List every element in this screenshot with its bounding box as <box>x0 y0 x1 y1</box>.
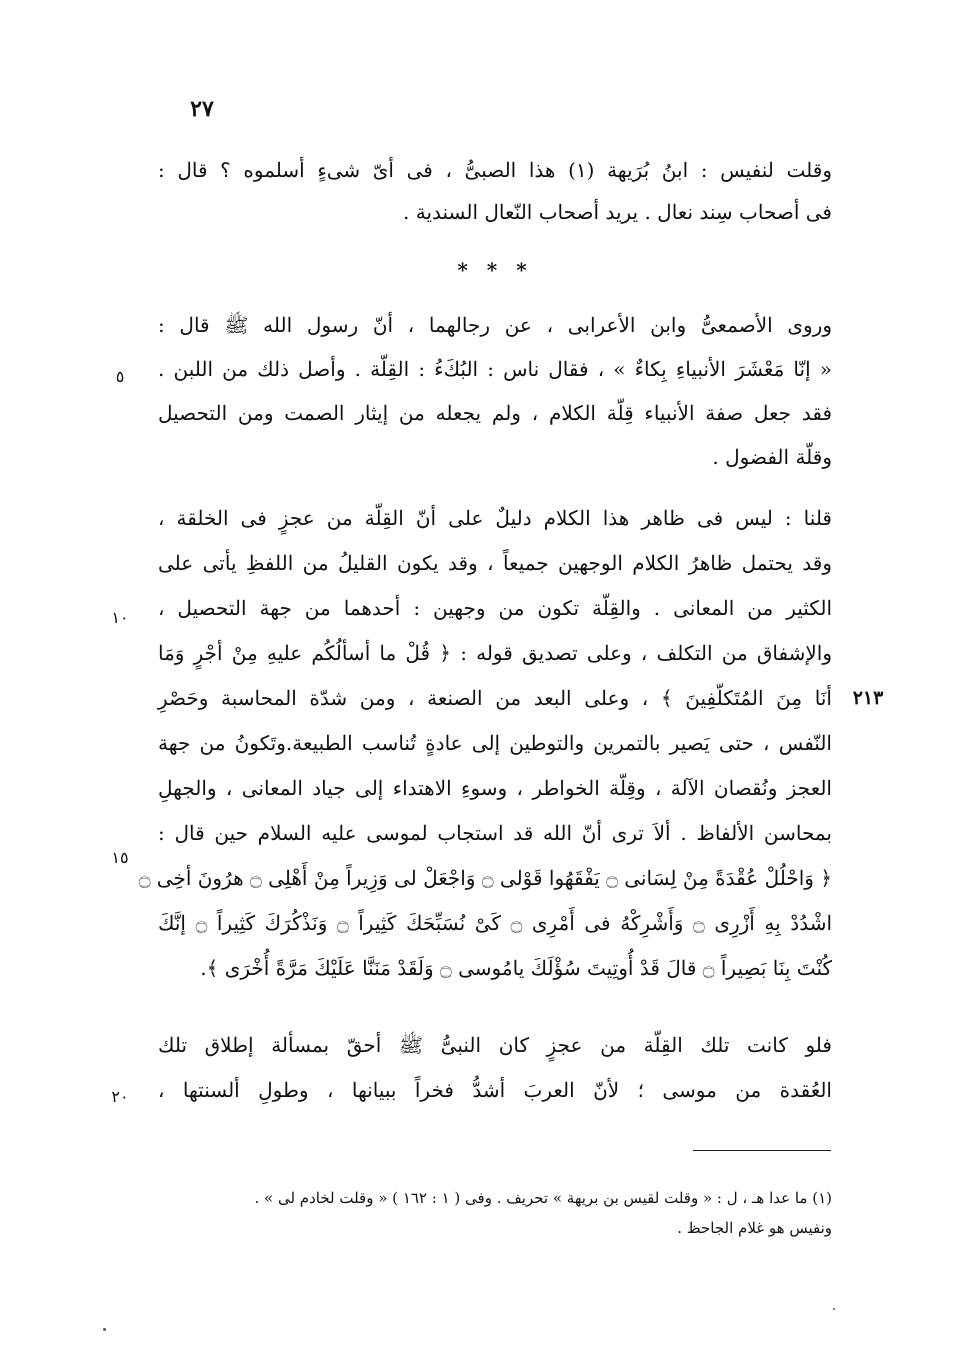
text-line: الكثير من المعانى . والقِلّة تكون من وجهين : أحدهما من جهة التحصيل ، <box>158 596 832 620</box>
paragraph-4 <box>158 1025 832 1115</box>
text-line: العُقدة من موسى ؛ لأنّ العربَ أشدُّ فخراً ببيانها ، وطولِ ألسنتها ، <box>158 1078 832 1102</box>
text-line: فلو كانت تلك القِلّة من عجزٍ كان النبىُّ ﷺ أحقّ بمسألة إطلاق تلك <box>158 1033 832 1057</box>
footnote-line: (١) ما عدا هـ ، ل : « وقلت لقيس بن بريهة » تحريف . وفى ( ١ : ١٦٢ ) « وقلت لخادم لى » . <box>254 1189 832 1207</box>
page-number: ٢٧ <box>190 96 214 122</box>
source-page-number: ٢١٣ <box>852 687 884 709</box>
footnote-line: ونفيس هو غلام الجاحظ . <box>677 1219 832 1237</box>
text-line: اشْدُدْ بِهِ أَزْرِى ۝ وَأَشْرِكْهُ فى أَمْرِى ۝ كَىْ نُسَبِّحَكَ كَثِيراً ۝ وَنَذْكُرَكَ كَثِيراً ۝ إنَّكَ <box>158 911 833 935</box>
text-line: والإشفاق من التكلف ، وعلى تصديق قوله : ﴿ قُلْ ما أسألُكُم عليهِ مِنْ أجْرٍ وَمَا <box>158 641 832 665</box>
text-line: قلنا : ليس فى ظاهر هذا الكلام دليلٌ على أنّ القِلّة من عجزٍ فى الخلقة ، <box>158 506 832 530</box>
footnote-rule <box>693 1150 831 1151</box>
text-line: ﴿ وَاحْلُلْ عُقْدَةً مِنْ لِسَانى ۝ يَفْقَهُوا قَوْلى ۝ وَاجْعَلْ لى وَزِيراً مِنْ أَهْلِى ۝ هرُونَ أخِى ۝ <box>138 866 832 890</box>
paragraph-2 <box>158 305 832 485</box>
text-line: وروى الأصمعىُّ وابن الأعرابى ، عن رجالهما ، أنّ رسول الله ﷺ قال : <box>158 313 832 337</box>
scan-speck <box>103 1328 106 1331</box>
text-line: وقد يحتمل ظاهرُ الكلام الوجهين جميعاً ، وقد يكون القليلُ من اللفظِ يأتى على <box>158 551 832 575</box>
text-line: أنَا مِنَ المُتَكلّفِينَ ﴾ ، وعلى البعد من الصنعة ، ومن شدّة المحاسبة وحَصْرِ <box>158 686 832 710</box>
margin-line-number-15: ١٥ <box>111 848 129 867</box>
text-line: وقلت لنفيس : ابنُ بُرَيهة (١) هذا الصبىُّ ، فى أىّ شىءٍ أسلموه ؟ قال : <box>158 158 832 182</box>
margin-line-number-20: ٢٠ <box>111 1087 129 1106</box>
paragraph-3 <box>138 498 833 1018</box>
margin-line-number-5: ٥ <box>115 367 125 386</box>
text-line: فقد جعل صفة الأنبياء قِلّة الكلام ، ولم يجعله من إيثار الصمت ومن التحصيل <box>158 401 833 425</box>
text-line: النّفس ، حتى يَصير بالتمرين والتوطين إلى عادةٍ تُناسب الطبيعة.وتَكونُ من جهة <box>158 731 832 755</box>
section-break <box>158 250 832 286</box>
paragraph-1 <box>158 150 832 234</box>
text-line: فى أصحاب سِند نعال . يريد أصحاب النّعال السندية . <box>403 200 832 224</box>
text-line: العجز ونُقصان الآلة ، وقِلّة الخواطر ، وسوءِ الاهتداء إلى جياد المعانى ، والجهلِ <box>158 776 832 800</box>
text-line: وقلّة الفضول . <box>712 445 832 469</box>
text-line: كُنْتَ بِنَا بَصِيراً ۝ قالَ قَدْ أُوتِيتَ سُؤْلَكَ يامُوسى ۝ وَلَقَدْ مَنَنَّا عَلَيْكَ مَرَّةً أُخْرَى ﴾. <box>200 956 832 980</box>
margin-line-number-10: ١٠ <box>111 608 129 627</box>
section-break-stars: * * * <box>457 258 533 282</box>
text-line: بمحاسن الألفاظ . ألاَ ترى أنّ الله قد استجاب لموسى عليه السلام حين قال : <box>158 821 832 845</box>
text-line: « إنّا مَعْشَرَ الأنبياءِ بِكاءٌ » ، فقال ناس : البُكَءُ : القِلّة . وأصل ذلك من اللبن . <box>158 357 832 381</box>
scan-speck <box>833 1308 835 1310</box>
